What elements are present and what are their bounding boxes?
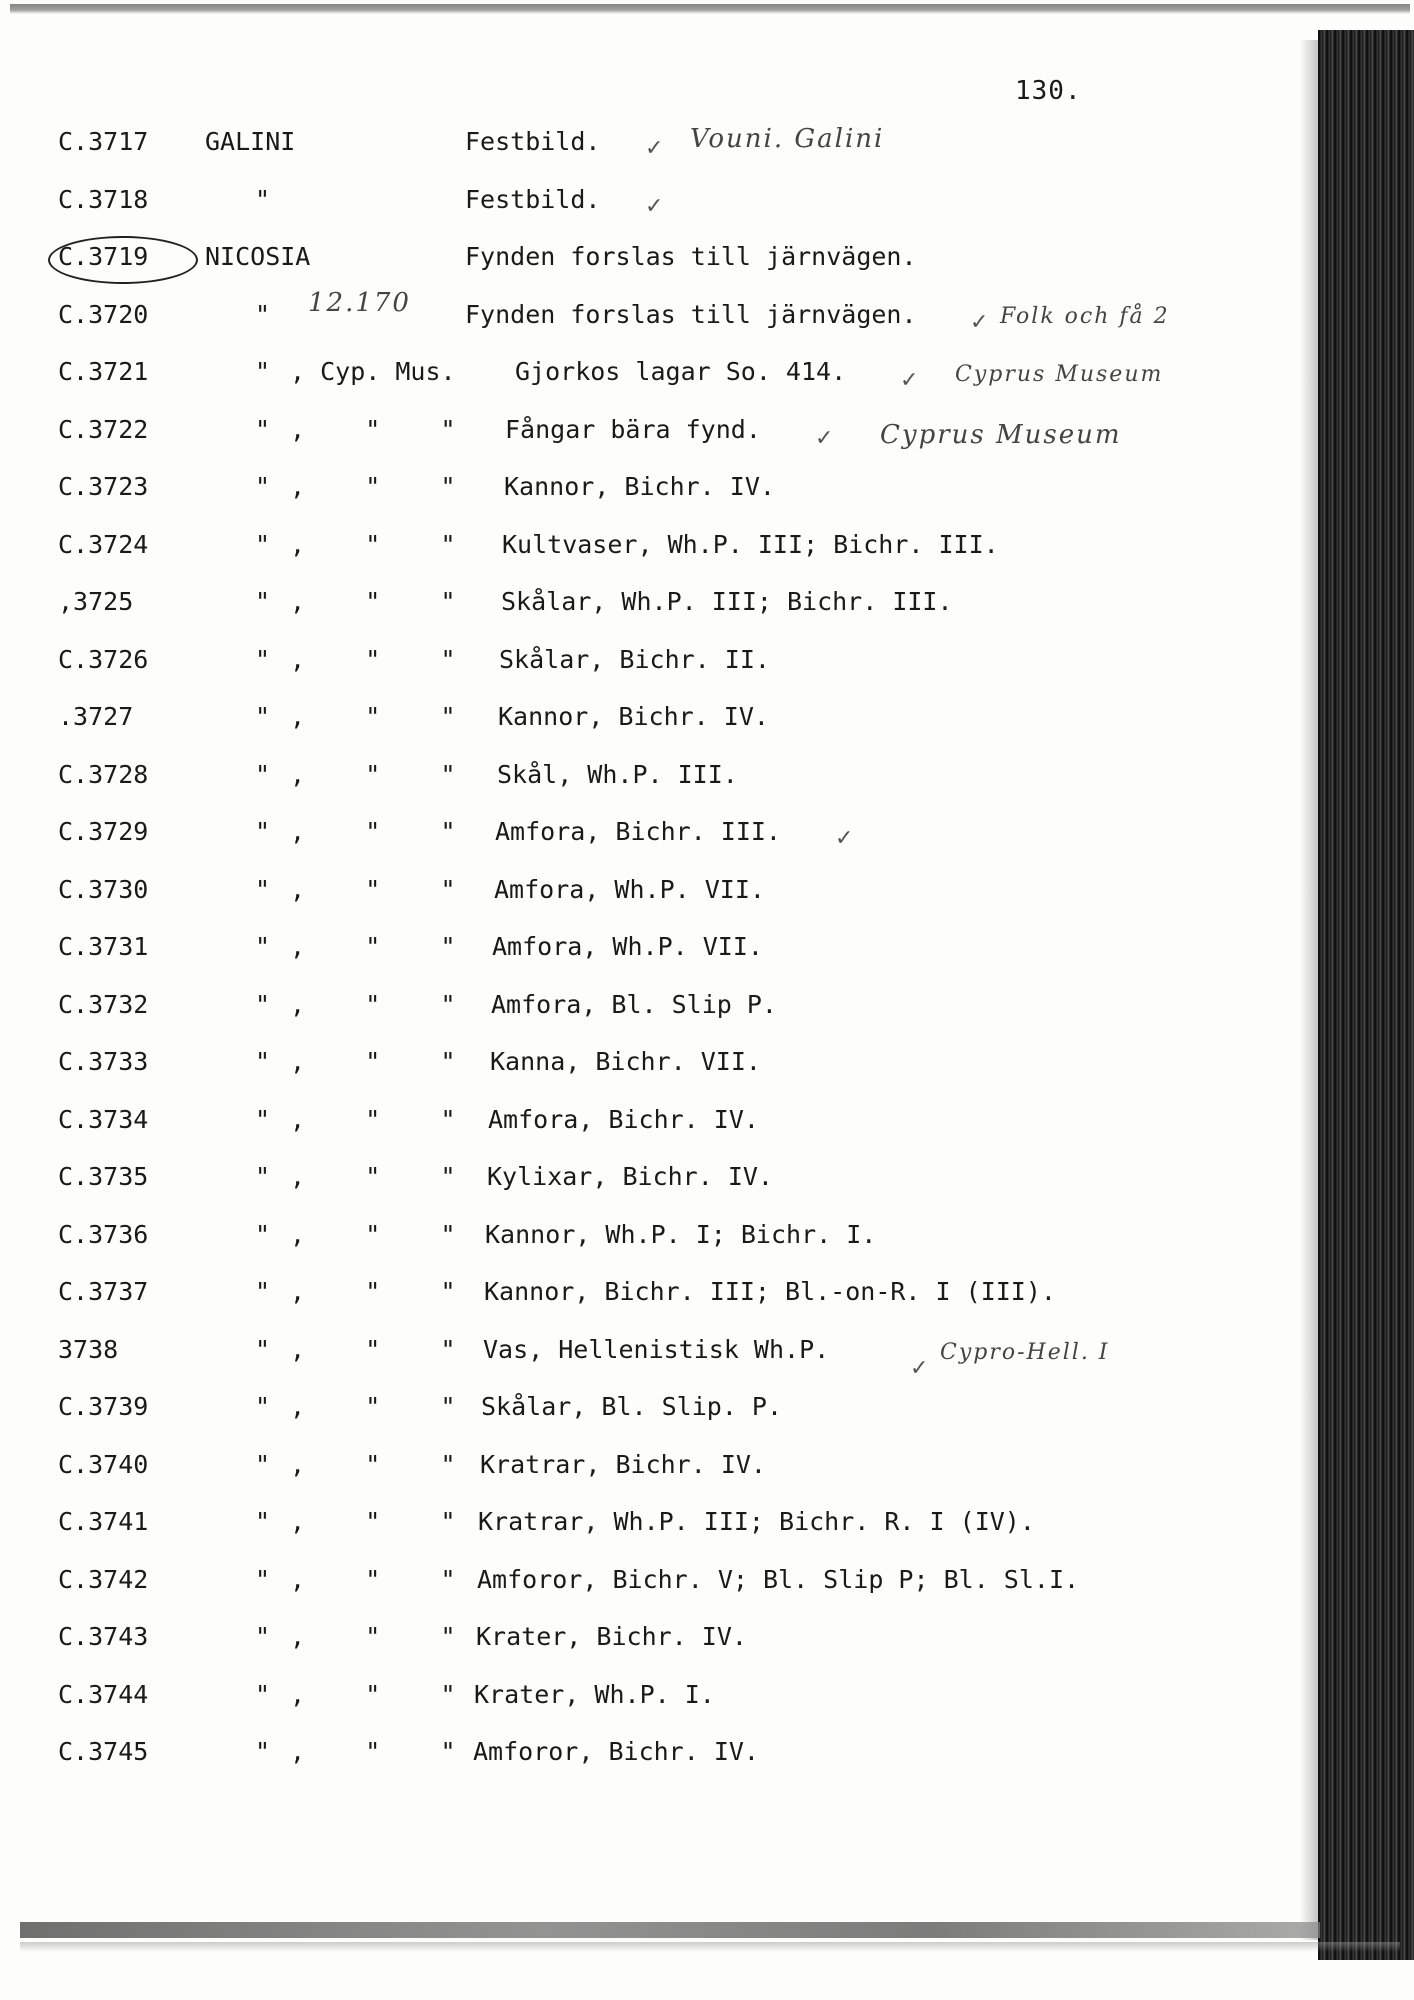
catalog-row xyxy=(0,983,1300,1027)
handwritten-note-3721: Cyprus Museum xyxy=(955,362,1164,387)
collection-ditto: , " " xyxy=(290,1507,456,1536)
catalog-number: C.3745 xyxy=(58,1737,149,1766)
entry-description: Skål, Wh.P. III. xyxy=(497,759,738,789)
collection-ditto: , " " xyxy=(290,1622,456,1651)
catalog-row xyxy=(0,1443,1300,1487)
scan-top-edge xyxy=(10,4,1410,14)
catalog-number: C.3743 xyxy=(58,1622,149,1651)
location-name: " xyxy=(255,184,271,214)
entry-description: Krater, Bichr. IV. xyxy=(476,1622,747,1651)
check-mark-icon: ✓ xyxy=(835,826,854,851)
location-name: NICOSIA xyxy=(205,242,311,271)
check-mark-icon: ✓ xyxy=(900,368,919,393)
catalog-number: C.3728 xyxy=(58,759,149,789)
catalog-row xyxy=(0,925,1300,969)
location-name: " xyxy=(255,414,271,444)
location-name: " xyxy=(255,932,271,961)
collection-ditto: , " " xyxy=(290,817,456,846)
catalog-number: C.3737 xyxy=(58,1277,149,1306)
entry-description: Kultvaser, Wh.P. III; Bichr. III. xyxy=(502,529,999,559)
collection-ditto: , " " xyxy=(290,1564,456,1594)
entry-description: Kratrar, Bichr. IV. xyxy=(480,1449,766,1479)
collection-ditto: , " " xyxy=(290,874,456,904)
collection-ditto: , " " xyxy=(290,1392,456,1421)
handwritten-note-3738: Cypro-Hell. I xyxy=(940,1340,1110,1365)
collection-ditto: , " " xyxy=(290,702,456,731)
catalog-number: C.3733 xyxy=(58,1047,149,1076)
collection-ditto: , " " xyxy=(290,932,456,961)
scan-bottom-edge xyxy=(20,1922,1320,1938)
catalog-number: C.3720 xyxy=(58,299,149,329)
location-name: " xyxy=(255,817,271,846)
location-name: " xyxy=(255,1334,271,1364)
catalog-number: C.3735 xyxy=(58,1162,149,1191)
collection-ditto: , " " xyxy=(290,1104,456,1134)
catalog-row xyxy=(0,638,1300,682)
entry-description: Amfora, Wh.P. VII. xyxy=(492,932,763,961)
location-name: " xyxy=(255,1219,271,1249)
entry-description: Kylixar, Bichr. IV. xyxy=(487,1162,773,1191)
catalog-row xyxy=(0,1155,1300,1199)
collection-ditto: , " " xyxy=(290,1277,456,1306)
collection-ditto: , " " xyxy=(290,529,456,559)
catalog-row xyxy=(0,1098,1300,1142)
catalog-number: C.3731 xyxy=(58,932,149,961)
catalog-number: C.3718 xyxy=(58,184,149,214)
collection-ditto: , " " xyxy=(290,1679,456,1709)
handwritten-note-3720: Folk och få 2 xyxy=(1000,304,1170,329)
handwritten-note-3717: Vouni. Galini xyxy=(690,124,885,154)
catalog-row xyxy=(0,580,1300,624)
check-mark-icon: ✓ xyxy=(815,426,834,451)
location-name: " xyxy=(255,529,271,559)
book-spine xyxy=(1318,30,1414,1960)
entry-description: Kannor, Bichr. III; Bl.-on-R. I (III). xyxy=(484,1277,1056,1306)
location-name: " xyxy=(255,472,271,501)
collection-ditto: , " " xyxy=(290,989,456,1019)
entry-description: Kannor, Bichr. IV. xyxy=(504,472,775,501)
collection-ditto: , " " xyxy=(290,472,456,501)
catalog-row xyxy=(0,465,1300,509)
entry-description: Amfora, Bichr. III. xyxy=(495,817,781,846)
scan-bottom-shadow xyxy=(20,1942,1400,1952)
catalog-number: ,3725 xyxy=(58,587,134,616)
location-name: " xyxy=(255,357,271,386)
entry-description: Amfora, Wh.P. VII. xyxy=(494,874,765,904)
catalog-number: C.3723 xyxy=(58,472,149,501)
location-name: " xyxy=(255,874,271,904)
entry-description: Skålar, Wh.P. III; Bichr. III. xyxy=(501,587,953,616)
catalog-number: C.3740 xyxy=(58,1449,149,1479)
catalog-row xyxy=(0,1500,1300,1544)
entry-description: Skålar, Bl. Slip. P. xyxy=(481,1392,783,1421)
catalog-number: C.3730 xyxy=(58,874,149,904)
collection-ditto: , " " xyxy=(290,1334,456,1364)
location-name: " xyxy=(255,644,271,674)
entry-description: Skålar, Bichr. II. xyxy=(499,644,770,674)
catalog-row xyxy=(0,695,1300,739)
entry-description: Amfora, Bl. Slip P. xyxy=(491,989,777,1019)
location-name: " xyxy=(255,989,271,1019)
handwritten-note-3722: Cyprus Museum xyxy=(880,420,1122,450)
location-name: " xyxy=(255,1104,271,1134)
catalog-number: C.3744 xyxy=(58,1679,149,1709)
catalog-row xyxy=(0,810,1300,854)
catalog-row xyxy=(0,753,1300,797)
entry-description: Kratrar, Wh.P. III; Bichr. R. I (IV). xyxy=(478,1507,1035,1536)
catalog-number: C.3739 xyxy=(58,1392,149,1421)
binding-shadow xyxy=(1300,40,1320,1940)
location-name: " xyxy=(255,299,271,329)
location-name: " xyxy=(255,1047,271,1076)
catalog-row xyxy=(0,868,1300,912)
circled-entry-mark xyxy=(48,236,198,284)
location-name: " xyxy=(255,1622,271,1651)
entry-description: Gjorkos lagar So. 414. xyxy=(515,357,847,386)
catalog-number: C.3741 xyxy=(58,1507,149,1536)
catalog-number: C.3732 xyxy=(58,989,149,1019)
catalog-number: C.3742 xyxy=(58,1564,149,1594)
location-name: " xyxy=(255,1277,271,1306)
entry-description: Fångar bära fynd. xyxy=(505,414,761,444)
location-name: " xyxy=(255,1449,271,1479)
catalog-number: C.3724 xyxy=(58,529,149,559)
catalog-row xyxy=(0,1385,1300,1429)
location-name: " xyxy=(255,1392,271,1421)
catalog-number: C.3726 xyxy=(58,644,149,674)
location-name: " xyxy=(255,702,271,731)
collection-ditto: , " " xyxy=(290,1219,456,1249)
handwritten-note-3720-number: 12.170 xyxy=(308,288,411,318)
catalog-number: C.3722 xyxy=(58,414,149,444)
catalog-number: C.3736 xyxy=(58,1219,149,1249)
check-mark-icon: ✓ xyxy=(910,1356,929,1381)
catalog-number: C.3719 xyxy=(58,242,149,271)
collection-ditto: , " " xyxy=(290,759,456,789)
catalog-row xyxy=(0,1673,1300,1717)
location-name: " xyxy=(255,587,271,616)
location-name: " xyxy=(255,1679,271,1709)
entry-description: Fynden forslas till järnvägen. xyxy=(465,299,917,329)
entry-description: Amfora, Bichr. IV. xyxy=(488,1104,759,1134)
collection-ditto: , Cyp. Mus. xyxy=(290,357,456,386)
page-number: 130. xyxy=(1015,76,1082,106)
collection-ditto: , " " xyxy=(290,587,456,616)
entry-description: Festbild. xyxy=(465,127,601,156)
check-mark-icon: ✓ xyxy=(645,136,664,161)
catalog-number: C.3717 xyxy=(58,127,149,156)
entry-description: Vas, Hellenistisk Wh.P. xyxy=(483,1334,830,1364)
catalog-row xyxy=(0,1040,1300,1084)
check-mark-icon: ✓ xyxy=(645,194,664,219)
location-name: GALINI xyxy=(205,127,296,156)
entry-description: Kannor, Wh.P. I; Bichr. I. xyxy=(485,1219,877,1249)
entry-description: Amforor, Bichr. V; Bl. Slip P; Bl. Sl.I. xyxy=(477,1564,1080,1594)
entry-description: Festbild. xyxy=(465,184,601,214)
entry-description: Amforor, Bichr. IV. xyxy=(473,1737,759,1766)
catalog-number: C.3734 xyxy=(58,1104,149,1134)
location-name: " xyxy=(255,1737,271,1766)
catalog-number: C.3729 xyxy=(58,817,149,846)
catalog-number: 3738 xyxy=(58,1334,119,1364)
entry-description: Kannor, Bichr. IV. xyxy=(498,702,769,731)
entry-description: Fynden forslas till järnvägen. xyxy=(465,242,917,271)
location-name: " xyxy=(255,1507,271,1536)
catalog-row xyxy=(0,1615,1300,1659)
catalog-number: .3727 xyxy=(58,702,134,731)
entry-description: Krater, Wh.P. I. xyxy=(474,1679,715,1709)
catalog-number: C.3721 xyxy=(58,357,149,386)
catalog-row xyxy=(0,1270,1300,1314)
catalog-row xyxy=(0,1213,1300,1257)
check-mark-icon: ✓ xyxy=(970,310,989,335)
collection-ditto: , " " xyxy=(290,414,456,444)
catalog-row xyxy=(0,523,1300,567)
location-name: " xyxy=(255,759,271,789)
collection-ditto: , " " xyxy=(290,644,456,674)
collection-ditto: , " " xyxy=(290,1162,456,1191)
collection-ditto: , " " xyxy=(290,1047,456,1076)
location-name: " xyxy=(255,1564,271,1594)
collection-ditto: , " " xyxy=(290,1449,456,1479)
entry-description: Kanna, Bichr. VII. xyxy=(490,1047,761,1076)
collection-ditto: , " " xyxy=(290,1737,456,1766)
catalog-row xyxy=(0,1730,1300,1774)
catalog-row xyxy=(0,1558,1300,1602)
location-name: " xyxy=(255,1162,271,1191)
